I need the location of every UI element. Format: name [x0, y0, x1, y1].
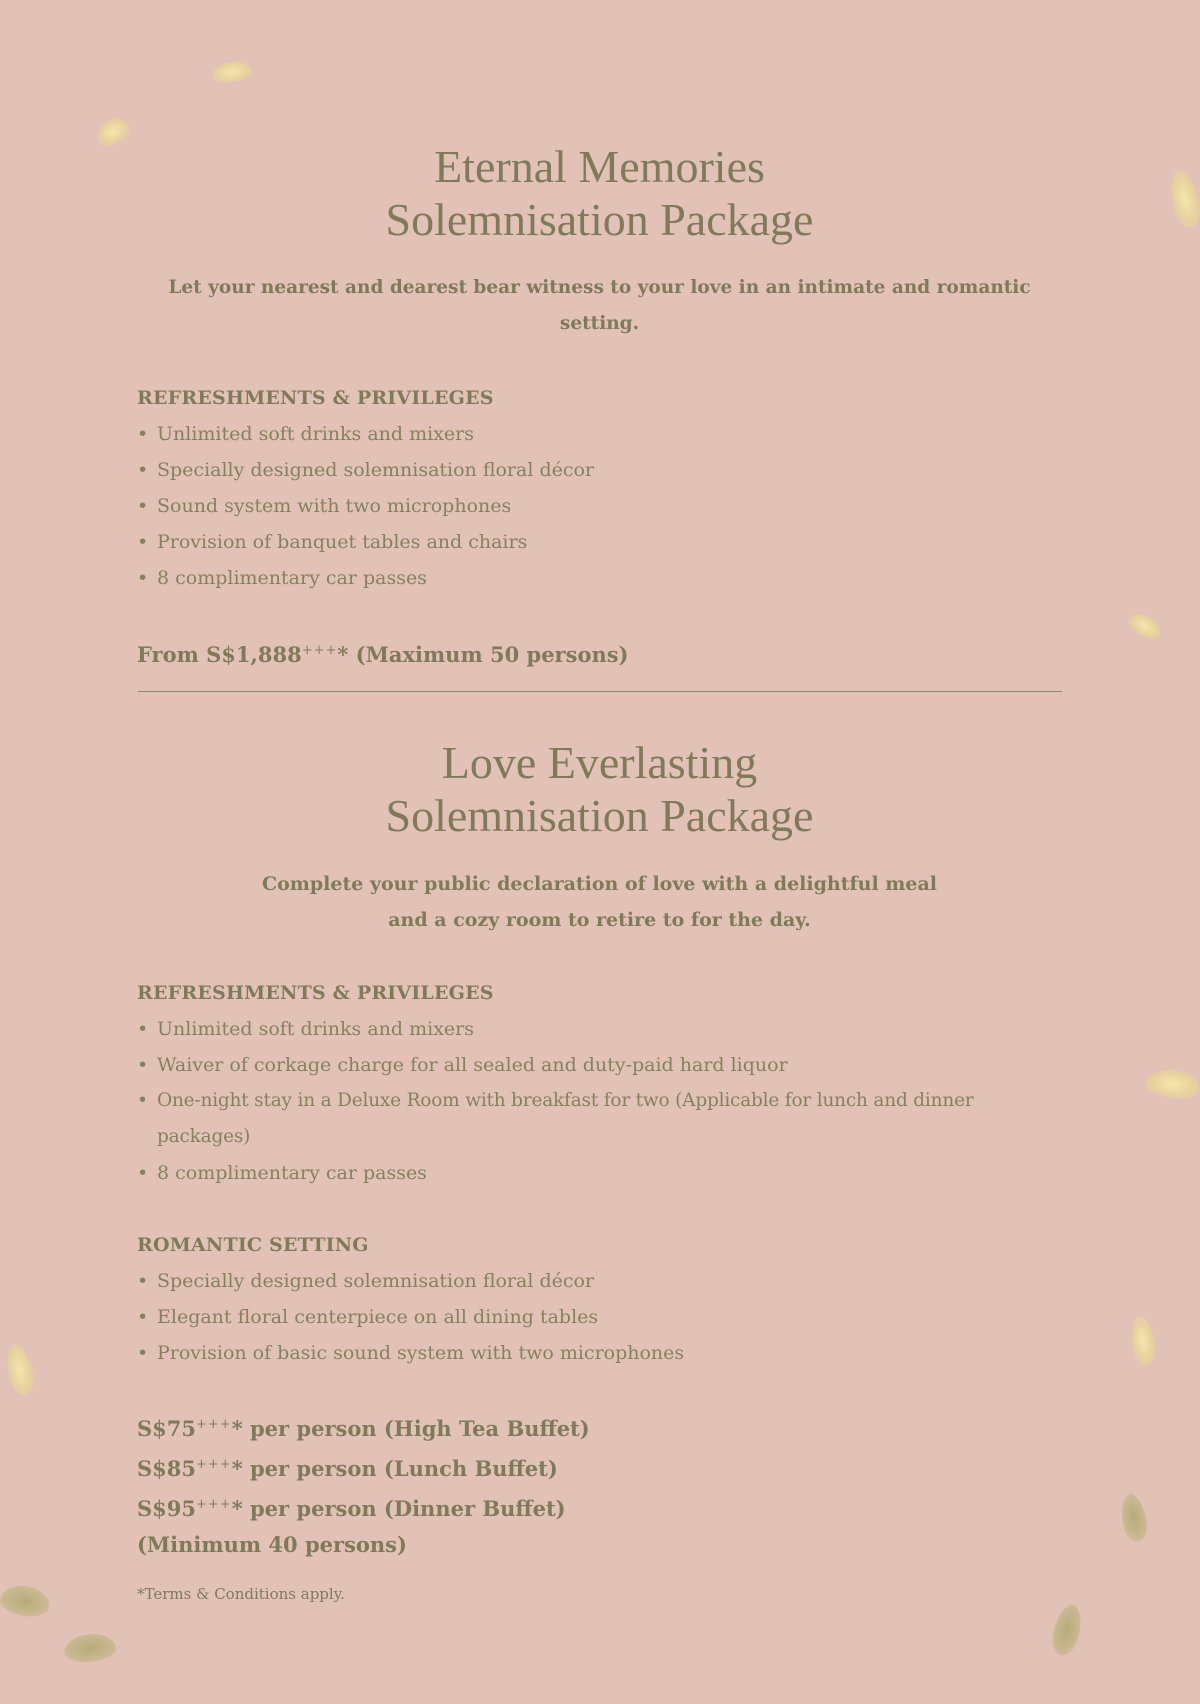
- package-title-line1: Love Everlasting: [441, 737, 758, 788]
- price-amount: S$95: [137, 1496, 197, 1521]
- price-amount: From S$1,888: [137, 642, 302, 667]
- package-subtitle: [137, 866, 1062, 938]
- price-amount: S$75: [137, 1416, 197, 1441]
- list-item: • Waiver of corkage charge for all sealed and duty-paid hard liquor: [137, 1047, 1062, 1083]
- price-note: * per person (Dinner Buffet): [231, 1496, 566, 1521]
- petal-decoration: [1129, 1315, 1158, 1368]
- petal-decoration: [1145, 1067, 1200, 1100]
- petal-decoration: [0, 1582, 52, 1620]
- list-item: • Elegant floral centerpiece on all dining tables: [137, 1299, 1062, 1335]
- list-item: • Specially designed solemnisation floral décor: [137, 452, 1062, 488]
- package-title: [137, 736, 1062, 842]
- price-plus-plus: +++: [196, 1457, 232, 1472]
- minimum-persons: (Minimum 40 persons): [137, 1532, 407, 1557]
- section-heading-refreshments: REFRESHMENTS & PRIVILEGES: [137, 982, 494, 1004]
- list-item: • One-night stay in a Deluxe Room with breakfast for two (Applicable for lunch and dinner packages): [137, 1083, 1062, 1155]
- package-eternal-memories: [137, 140, 1062, 673]
- pricing-block: [137, 1407, 1062, 1563]
- petal-decoration: [211, 59, 253, 84]
- price-line-high-tea: [137, 1407, 1062, 1447]
- package-price: [137, 633, 1062, 673]
- terms-note: *Terms & Conditions apply.: [137, 1585, 345, 1603]
- price-note: * per person (High Tea Buffet): [231, 1416, 590, 1441]
- package-title: [137, 140, 1062, 246]
- petal-decoration: [63, 1631, 118, 1664]
- refreshments-list: [137, 1011, 1062, 1191]
- price-amount: S$85: [137, 1456, 197, 1481]
- subtitle-line1: Complete your public declaration of love with a delightful meal: [261, 873, 938, 895]
- section-divider: [138, 691, 1062, 692]
- list-item: • 8 complimentary car passes: [137, 560, 1062, 596]
- price-note: * (Maximum 50 persons): [337, 642, 629, 667]
- package-love-everlasting: [137, 736, 1062, 1603]
- list-item: • Unlimited soft drinks and mixers: [137, 1011, 1062, 1047]
- section-heading-romantic-setting: ROMANTIC SETTING: [137, 1234, 369, 1256]
- romantic-setting-list: [137, 1263, 1062, 1371]
- price-plus-plus: +++: [196, 1497, 232, 1512]
- subtitle-line2: and a cozy room to retire to for the day.: [388, 909, 811, 931]
- petal-decoration: [1048, 1602, 1086, 1659]
- package-subtitle: Let your nearest and dearest bear witness to your love in an intimate and romantic setting.: [168, 277, 1031, 334]
- petal-decoration: [92, 113, 133, 151]
- package-title-line2: Solemnisation Package: [385, 194, 814, 245]
- list-item: • Specially designed solemnisation floral décor: [137, 1263, 1062, 1299]
- list-item: • 8 complimentary car passes: [137, 1155, 1062, 1191]
- list-item: • Unlimited soft drinks and mixers: [137, 416, 1062, 452]
- petal-decoration: [1118, 1492, 1150, 1543]
- price-line-lunch: [137, 1447, 1062, 1487]
- price-line-dinner: [137, 1487, 1062, 1527]
- price-plus-plus: +++: [196, 1417, 232, 1432]
- price-note: * per person (Lunch Buffet): [231, 1456, 558, 1481]
- petal-decoration: [3, 1342, 37, 1398]
- package-title-line2: Solemnisation Package: [385, 790, 814, 841]
- petal-decoration: [1125, 609, 1164, 643]
- section-heading-refreshments: REFRESHMENTS & PRIVILEGES: [137, 387, 494, 409]
- list-item: • Provision of banquet tables and chairs: [137, 524, 1062, 560]
- list-item: • Provision of basic sound system with two microphones: [137, 1335, 1062, 1371]
- petal-decoration: [1166, 168, 1200, 230]
- refreshments-list: [137, 416, 1062, 596]
- package-title-line1: Eternal Memories: [434, 141, 765, 192]
- price-plus-plus: +++: [301, 643, 338, 658]
- list-item: • Sound system with two microphones: [137, 488, 1062, 524]
